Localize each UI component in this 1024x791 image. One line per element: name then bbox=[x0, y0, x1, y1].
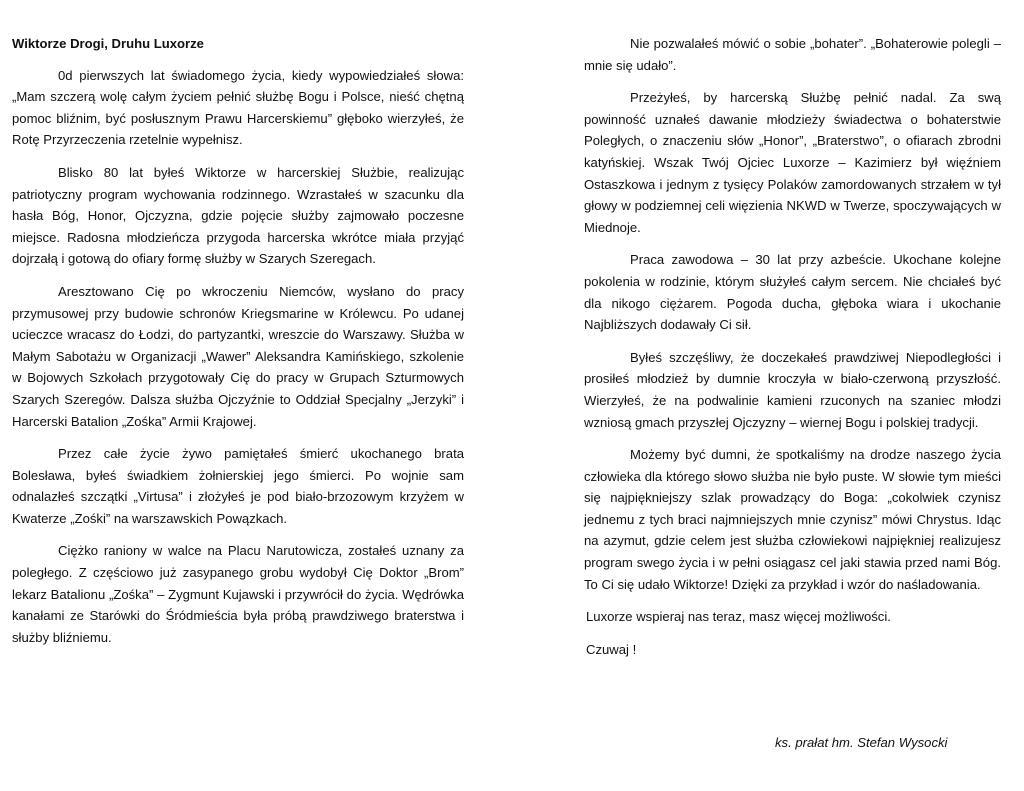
paragraph: Ciężko raniony w walce na Placu Narutowicza, zostałeś uznany za poległego. Z częściowo już zasypanego grobu wydobył Cię Doktor „Brom” lekarz Batalionu „Zośka” – Zygmunt Kujawski i przywrócił do życia. Wędrówka kanałami ze Starówki do Śródmieścia była próbą prawdziwego braterstwa i służby bliźniemu. bbox=[12, 543, 464, 645]
paragraph: Przeżyłeś, by harcerską Służbę pełnić nadal. Za swą powinność uznałeś dawanie młodzieży świadectwa o bohaterstwie Poległych, o znaczeniu słów „Honor”, „Braterstwo”, o ofiarach zbrodni katyńskiej. Wszak Twój Ojciec Luxorze – Kazimierz był więźniem Ostaszkowa i jednym z tysięcy Polaków zamordowanych strzałem w tył głowy w podziemnej celi więzienia NKWD w Twerze, spoczywających w Miednoje. bbox=[584, 90, 1001, 235]
signature: ks. prałat hm. Stefan Wysocki bbox=[775, 735, 948, 750]
greeting: Czuwaj ! bbox=[586, 641, 637, 657]
left-column bbox=[12, 33, 464, 659]
paragraph: Byłeś szczęśliwy, że doczekałeś prawdziwej Niepodległości i prosiłeś młodzież by dumnie kroczyła w biało-czerwoną przyszłość. Wierzyłeś, że na podwalinie kamieni rzuconych na szaniec młodzi wzniosą gmach przyszłej Ojczyzny – wiernej Bogu i polskiej tradycji. bbox=[584, 349, 1001, 430]
paragraph: Blisko 80 lat byłeś Wiktorze w harcerskiej Służbie, realizując patriotyczny program wychowania rodzinnego. Wzrastałeś w szacunku dla hasła Bóg, Honor, Ojczyzna, gdzie pojęcie służby zajmowało poczesne miejsce. Radosna młodzieńcza przygoda harcerska wkrótce miała przyjąć dojrzałą i gotową do ofiary formę służby w Szarych Szeregach. bbox=[12, 164, 464, 267]
closing-line: Luxorze wspieraj nas teraz, masz więcej możliwości. bbox=[586, 609, 891, 625]
paragraph: Aresztowano Cię po wkroczeniu Niemców, wysłano do pracy przymusowej przy budowie schronów Kriegsmarine w Królewcu. Po udanej ucieczce wracasz do Łodzi, do partyzantki, wreszcie do Warszawy. Służba w Małym Sabotażu w Organizacji „Wawer” Aleksandra Kamińskiego, szkolenie w Bojowych Szkołach przygotowały Cię do pracy w Grupach Szturmowych Szarych Szeregów. Dalsza służba Ojczyźnie to Oddział Specjalny „Jerzyki” i Harcerski Batalion „Zośka” Armii Krajowej. bbox=[12, 283, 464, 429]
letter-salutation: Wiktorze Drogi, Druhu Luxorze bbox=[12, 36, 204, 51]
right-column bbox=[584, 33, 1001, 671]
paragraph: Nie pozwalałeś mówić o sobie „bohater”. „Bohaterowie polegli – mnie się udało”. bbox=[584, 36, 1001, 73]
paragraph: Możemy być dumni, że spotkaliśmy na drodze naszego życia człowieka dla którego słowo służba nie było puste. W słowie tym mieści się najpiękniejszy szlak prowadzący do Boga: „cokolwiek czynisz jednemu z tych braci najmniejszych mnie czynisz” mówi Chrystus. Idąc na azymut, gdzie celem jest służba człowiekowi najpiękniej realizujesz program swego życia i w pełni osiągasz cel jaki stawia przed nami Bóg. To Ci się udało Wiktorze! Dzięki za przykład i wzór do naśladowania. bbox=[584, 447, 1001, 592]
paragraph: 0d pierwszych lat świadomego życia, kiedy wypowiedziałeś słowa: „Mam szczerą wolę całym życiem pełnić służbę Bogu i Polsce, nieść chętną pomoc bliźnim, być posłusznym Prawu Harcerskiemu” głęboko wierzyłeś, że Rotę Przyrzeczenia rzetelnie wypełnisz. bbox=[12, 67, 464, 148]
paragraph: Przez całe życie żywo pamiętałeś śmierć ukochanego brata Bolesława, byłeś świadkiem żołnierskiej jego śmierci. Po wojnie sam odnalazłeś szczątki „Virtusa” i złożyłeś je pod biało-brzozowym krzyżem w Kwaterze „Zośki” na warszawskich Powązkach. bbox=[12, 446, 464, 526]
paragraph: Praca zawodowa – 30 lat przy azbeście. Ukochane kolejne pokolenia w rodzinie, którym służyłeś całym sercem. Nie chciałeś być dla nikogo ciężarem. Pogoda ducha, głęboka wiara i ukochanie Najbliższych dodawały Ci sił. bbox=[584, 252, 1001, 333]
